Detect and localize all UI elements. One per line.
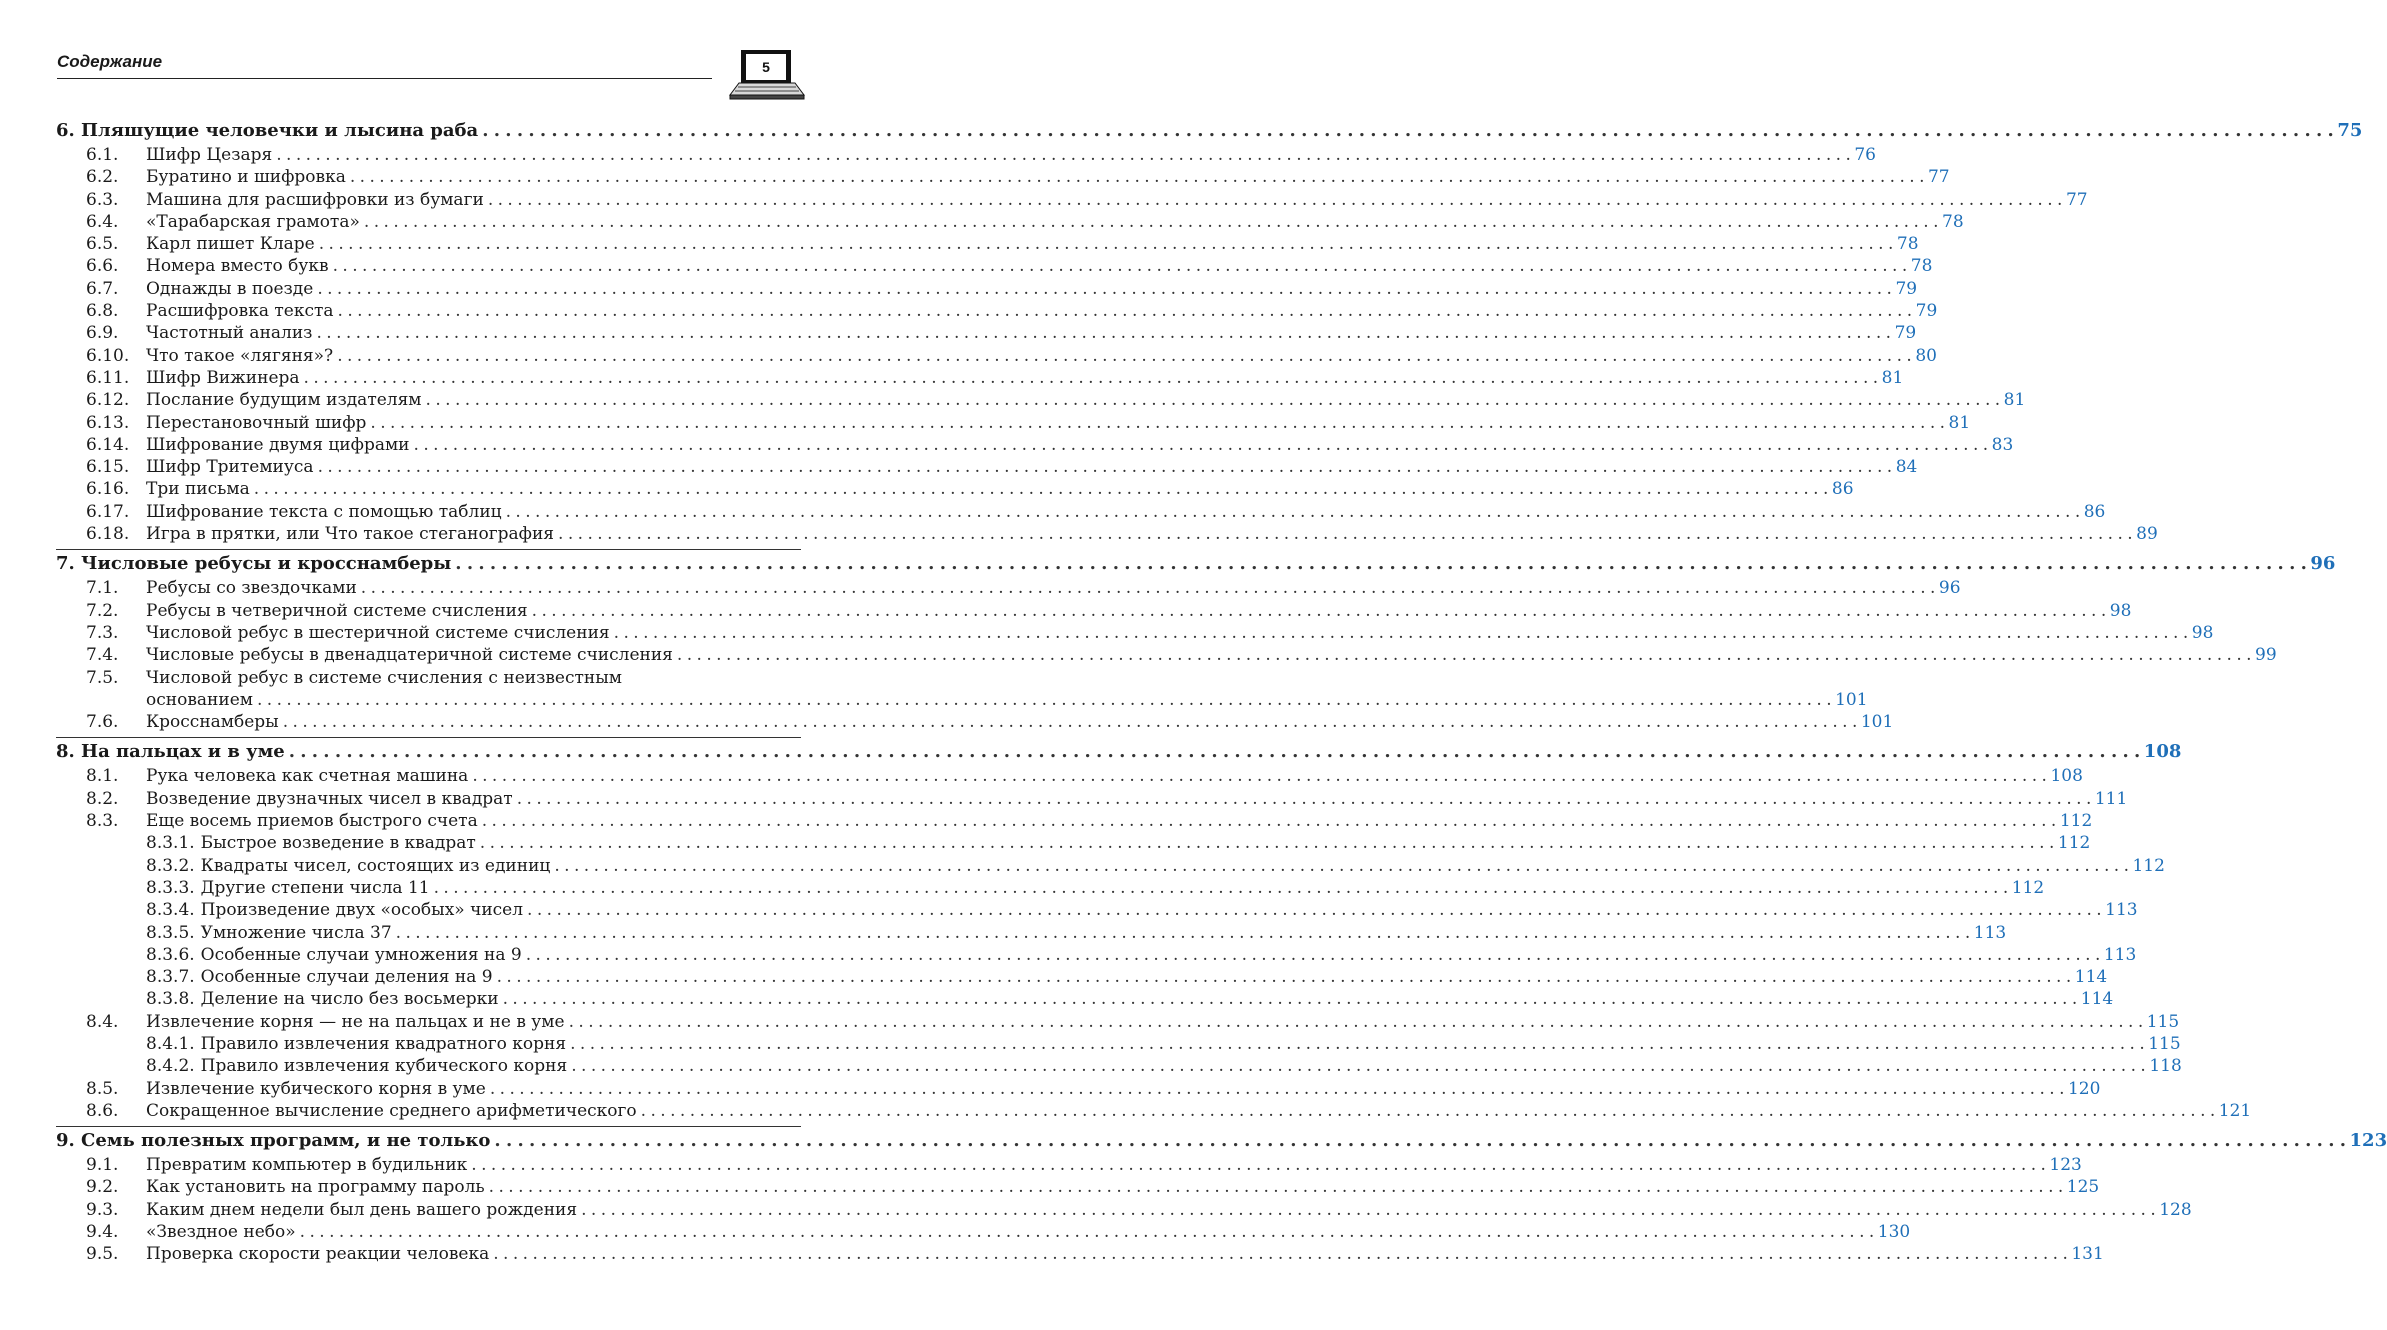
- section-number: 6.16.: [86, 479, 130, 500]
- dot-leader: [494, 1127, 2345, 1154]
- section-title: Особенные случаи умножения на 9: [200, 944, 522, 965]
- dot-leader: [532, 600, 2106, 622]
- toc-section[interactable]: [56, 788, 2128, 810]
- section-title: Шифр Тритемиуса: [146, 457, 314, 478]
- toc-section[interactable]: [56, 501, 2106, 523]
- toc-subsection[interactable]: [56, 922, 2007, 944]
- section-page[interactable]: 81: [2003, 390, 2026, 411]
- laptop-keyboard-icon: [730, 83, 804, 100]
- section-title: Шифрование текста с помощью таблиц: [146, 501, 502, 522]
- dot-leader: [571, 1055, 2145, 1077]
- toc-section[interactable]: [56, 233, 1919, 255]
- section-number: 6.18.: [86, 524, 130, 545]
- dot-leader: [517, 788, 2091, 810]
- dot-leader: [316, 322, 1890, 344]
- toc-section[interactable]: [56, 144, 1876, 166]
- dot-leader: [482, 810, 2056, 832]
- section-title: Что такое «лягяня»?: [146, 345, 334, 366]
- dot-leader: [503, 988, 2077, 1010]
- section-number: 8.6.: [86, 1100, 119, 1121]
- toc-section[interactable]: [56, 478, 1854, 500]
- section-number: 6.11.: [86, 367, 130, 388]
- section-number: 8.1.: [86, 766, 119, 787]
- toc-subsection[interactable]: [56, 877, 2045, 899]
- dot-leader: [488, 189, 2062, 211]
- section-page[interactable]: 86: [2083, 501, 2106, 522]
- section-page[interactable]: 78: [1942, 211, 1964, 232]
- section-title: Проверка скорости реакции человека: [146, 1244, 490, 1265]
- dot-leader: [254, 478, 1828, 500]
- section-number: 7.1.: [86, 578, 119, 599]
- chapter-page[interactable]: 108: [2143, 741, 2182, 763]
- section-page[interactable]: 79: [1894, 323, 1917, 344]
- section-page[interactable]: 79: [1895, 278, 1918, 299]
- toc-section[interactable]: [56, 1100, 2252, 1122]
- section-title: Извлечение корня — не на пальцах и не в уме: [146, 1011, 565, 1032]
- section-number: 6.5.: [86, 234, 119, 255]
- section-page[interactable]: 113: [2103, 944, 2137, 965]
- dot-leader: [333, 255, 1907, 277]
- section-page[interactable]: 112: [2059, 811, 2093, 832]
- section-number: 7.6.: [86, 712, 119, 733]
- section-page[interactable]: 121: [2218, 1100, 2252, 1121]
- dot-leader: [300, 1221, 1874, 1243]
- section-number: 8.4.2.: [146, 1056, 195, 1077]
- section-page[interactable]: 128: [2159, 1199, 2192, 1220]
- dot-leader: [493, 1243, 2067, 1265]
- toc-subsection[interactable]: [56, 832, 2091, 854]
- toc-subsection[interactable]: [56, 1033, 2181, 1055]
- toc-section[interactable]: [56, 166, 1950, 188]
- section-number: 9.2.: [86, 1177, 119, 1198]
- dot-leader: [506, 501, 2080, 523]
- dot-leader: [257, 689, 1831, 711]
- section-number: 8.3.8.: [146, 989, 195, 1010]
- section-title: Ребусы в четверичной системе счисления: [146, 600, 528, 621]
- dot-leader: [361, 577, 1935, 599]
- section-title: Произведение двух «особых» чисел: [200, 900, 524, 921]
- section-title: Расшифровка текста: [146, 301, 334, 322]
- section-number: 6.14.: [86, 434, 130, 455]
- toc-section[interactable]: [56, 211, 1964, 233]
- section-page[interactable]: 112: [2132, 855, 2165, 876]
- dot-leader: [490, 1078, 2064, 1100]
- dot-leader: [497, 966, 2071, 988]
- toc-section[interactable]: [56, 765, 2083, 787]
- section-number: 6.1.: [86, 145, 119, 165]
- section-number: 6.12.: [86, 390, 130, 411]
- dot-leader: [338, 300, 1912, 322]
- section-title: Квадраты чисел, состоящих из единиц: [200, 855, 551, 876]
- section-page[interactable]: 130: [1877, 1222, 1911, 1243]
- section-number: 6.4.: [86, 211, 119, 232]
- section-number: 7.4.: [86, 645, 119, 666]
- section-title: Номера вместо букв: [146, 256, 329, 277]
- section-title: Шифр Цезаря: [146, 145, 273, 165]
- dot-leader: [318, 456, 1892, 478]
- dot-leader: [414, 434, 1988, 456]
- section-page[interactable]: 123: [2049, 1155, 2082, 1176]
- section-number: 8.3.: [86, 811, 119, 832]
- toc-chapter[interactable]: [56, 549, 2336, 577]
- section-page[interactable]: 83: [1991, 434, 2014, 455]
- section-page[interactable]: 101: [1835, 689, 1868, 710]
- toc-subsection[interactable]: [56, 944, 2137, 966]
- toc-subsection[interactable]: [56, 966, 2108, 988]
- toc-section[interactable]: [56, 810, 2093, 832]
- section-title: Другие степени числа 11: [200, 877, 430, 898]
- toc-section[interactable]: [56, 600, 2132, 622]
- dot-leader: [558, 523, 2132, 545]
- dot-leader: [434, 877, 2008, 899]
- dot-leader: [614, 622, 2188, 644]
- toc-section[interactable]: [56, 255, 1933, 277]
- dot-leader: [370, 412, 1944, 434]
- section-title: Игра в прятки, или Что такое стеганография: [146, 524, 555, 545]
- section-number: 6.3.: [86, 189, 119, 210]
- section-title: Числовой ребус в системе счисления с неизвестным: [146, 667, 622, 688]
- section-page[interactable]: 114: [2080, 989, 2114, 1010]
- section-title: Ребусы со звездочками: [146, 578, 357, 599]
- section-number: 6.6.: [86, 256, 119, 277]
- section-page[interactable]: 120: [2067, 1078, 2101, 1099]
- section-page[interactable]: 81: [1948, 412, 1971, 433]
- section-page[interactable]: 78: [1910, 256, 1933, 277]
- section-page[interactable]: 113: [1973, 922, 2007, 943]
- dot-leader: [276, 144, 1850, 166]
- toc-section[interactable]: [56, 1199, 2192, 1221]
- dot-leader: [480, 832, 2054, 854]
- toc-section[interactable]: [56, 434, 2014, 456]
- section-title: Еще восемь приемов быстрого счета: [146, 811, 478, 832]
- section-title: Как установить на программу пароль: [146, 1177, 485, 1198]
- toc-section[interactable]: [56, 367, 1904, 389]
- section-title: Сокращенное вычисление среднего арифметического: [146, 1100, 637, 1121]
- section-title: Однажды в поезде: [146, 278, 314, 299]
- dot-leader: [319, 233, 1893, 255]
- section-title: Послание будущим издателям: [146, 390, 422, 411]
- section-title: Правило извлечения квадратного корня: [200, 1033, 567, 1054]
- section-title: Кросснамберы: [146, 712, 279, 733]
- laptop-icon: [730, 50, 804, 100]
- toc-section[interactable]: [56, 1011, 2180, 1033]
- section-page[interactable]: 115: [2146, 1011, 2180, 1032]
- section-title: Извлечение кубического корня в уме: [146, 1078, 486, 1099]
- chapter-title: 7. Числовые ребусы и кросснамберы: [56, 553, 452, 575]
- toc-chapter[interactable]: [56, 117, 2363, 144]
- toc-chapter[interactable]: [56, 1126, 2387, 1154]
- section-title: Умножение числа 37: [200, 922, 392, 943]
- dot-leader: [472, 765, 2046, 787]
- section-page[interactable]: 96: [1938, 578, 1961, 599]
- section-page[interactable]: 98: [2109, 600, 2132, 621]
- section-number: 8.3.3.: [146, 877, 195, 898]
- dot-leader: [455, 550, 2306, 577]
- section-page[interactable]: 125: [2066, 1177, 2100, 1198]
- section-number: 6.17.: [86, 501, 130, 522]
- section-title: Правило извлечения кубического корня: [200, 1056, 568, 1077]
- toc-section[interactable]: [56, 345, 1937, 367]
- section-number: 6.8.: [86, 301, 119, 322]
- laptop-screen: [741, 50, 791, 83]
- toc-section[interactable]: [56, 1154, 2082, 1176]
- section-number: 8.3.5.: [146, 922, 195, 943]
- section-number: 6.15.: [86, 457, 130, 478]
- toc-section[interactable]: [56, 189, 2088, 211]
- section-number: 8.4.1.: [146, 1033, 195, 1054]
- section-number: 7.3.: [86, 622, 119, 643]
- chapter-title: 9. Семь полезных программ, и не только: [56, 1130, 491, 1152]
- section-number: 6.7.: [86, 278, 119, 299]
- section-page[interactable]: 78: [1896, 234, 1919, 255]
- section-number: 7.5.: [86, 667, 119, 688]
- chapter-title: 6. Пляшущие человечки и лысина раба: [56, 120, 479, 141]
- table-of-contents: [56, 117, 2387, 1266]
- section-number: 8.3.4.: [146, 900, 195, 921]
- chapter-title: 8. На пальцах и в уме: [56, 741, 285, 763]
- dot-leader: [471, 1154, 2045, 1176]
- section-number: 6.9.: [86, 323, 119, 344]
- section-page[interactable]: 77: [2065, 189, 2088, 210]
- section-title: Карл пишет Кларе: [146, 234, 315, 255]
- dot-leader: [304, 367, 1878, 389]
- section-page[interactable]: 99: [2255, 645, 2277, 666]
- section-number: 8.3.6.: [146, 944, 195, 965]
- dot-leader: [554, 855, 2128, 877]
- dot-leader: [569, 1011, 2143, 1033]
- section-page[interactable]: 115: [2148, 1033, 2181, 1054]
- dot-leader: [527, 899, 2101, 921]
- toc-section[interactable]: [56, 1078, 2101, 1100]
- toc-section[interactable]: [56, 456, 1918, 478]
- section-number: 6.2.: [86, 167, 119, 188]
- toc-subsection[interactable]: [56, 899, 2138, 921]
- toc-section[interactable]: [56, 300, 1938, 322]
- page-number: 5: [746, 54, 786, 80]
- dot-leader: [337, 345, 1911, 367]
- dot-leader: [581, 1199, 2155, 1221]
- chapter-page[interactable]: 123: [2349, 1130, 2387, 1152]
- toc-section[interactable]: [56, 644, 2277, 666]
- section-page[interactable]: 101: [1860, 712, 1894, 733]
- toc-section[interactable]: [56, 412, 1971, 434]
- toc-section[interactable]: [56, 711, 1894, 733]
- running-header-title: Содержание: [57, 52, 163, 71]
- section-number: 6.13.: [86, 412, 130, 433]
- section-page[interactable]: 131: [2071, 1244, 2104, 1265]
- section-title: Буратино и шифровка: [146, 167, 346, 188]
- section-number: 7.2.: [86, 600, 119, 621]
- toc-section[interactable]: [56, 1176, 2100, 1198]
- section-title: Числовые ребусы в двенадцатеричной системе счисления: [146, 645, 673, 666]
- dot-leader: [396, 922, 1970, 944]
- section-number: 9.4.: [86, 1222, 119, 1243]
- toc-chapter[interactable]: [56, 737, 2182, 765]
- section-page[interactable]: 80: [1915, 345, 1937, 366]
- section-page[interactable]: 89: [2136, 524, 2158, 545]
- section-title: Быстрое возведение в квадрат: [200, 833, 476, 854]
- dot-leader: [570, 1033, 2144, 1055]
- toc-section[interactable]: [56, 622, 2214, 644]
- section-title: Шифр Вижинера: [146, 367, 300, 388]
- section-number: 8.4.: [86, 1011, 119, 1032]
- section-number: 8.2.: [86, 788, 119, 809]
- section-page[interactable]: 108: [2050, 766, 2083, 787]
- dot-leader: [526, 944, 2100, 966]
- section-page[interactable]: 112: [2011, 877, 2045, 898]
- section-page[interactable]: 77: [1927, 167, 1950, 188]
- dot-leader: [677, 644, 2251, 666]
- section-number: 8.3.2.: [146, 855, 195, 876]
- section-title: «Тарабарская грамота»: [146, 211, 360, 232]
- section-number: 6.10.: [86, 345, 130, 366]
- section-title: Машина для расшифровки из бумаги: [146, 189, 484, 210]
- dot-leader: [489, 1176, 2063, 1198]
- toc-section[interactable]: [56, 667, 801, 689]
- toc-section[interactable]: [56, 523, 2158, 545]
- dot-leader: [289, 738, 2140, 765]
- toc-section[interactable]: [56, 1243, 2104, 1265]
- toc-section[interactable]: [56, 1221, 1911, 1243]
- section-number: 8.3.7.: [146, 967, 195, 988]
- section-number: 9.3.: [86, 1199, 119, 1220]
- section-page[interactable]: 113: [2105, 900, 2138, 921]
- chapter-page[interactable]: 75: [2337, 120, 2363, 141]
- section-title-continuation: основанием: [146, 689, 253, 710]
- section-title: Три письма: [146, 479, 250, 500]
- dot-leader: [283, 711, 1857, 733]
- section-page[interactable]: 86: [1831, 479, 1854, 500]
- section-title: Превратим компьютер в будильник: [146, 1155, 468, 1176]
- dot-leader: [317, 278, 1891, 300]
- section-number: 8.5.: [86, 1078, 119, 1099]
- section-number: 8.3.1.: [146, 833, 195, 854]
- section-title: Шифрование двумя цифрами: [146, 434, 410, 455]
- dot-leader: [641, 1100, 2215, 1122]
- section-page[interactable]: 111: [2094, 788, 2128, 809]
- toc-section[interactable]: [56, 577, 1961, 599]
- header-rule: [57, 78, 712, 79]
- section-title: Числовой ребус в шестеричной системе счисления: [146, 622, 610, 643]
- section-page[interactable]: 118: [2149, 1056, 2182, 1077]
- section-number: 9.5.: [86, 1244, 119, 1265]
- section-title: Возведение двузначных чисел в квадрат: [146, 788, 513, 809]
- section-page[interactable]: 76: [1854, 145, 1876, 165]
- dot-leader: [350, 166, 1924, 188]
- dot-leader: [482, 117, 2333, 144]
- section-title: Каким днем недели был день вашего рождения: [146, 1199, 578, 1220]
- chapter-page[interactable]: 96: [2310, 553, 2336, 575]
- section-page[interactable]: 79: [1915, 301, 1938, 322]
- section-title: Деление на число без восьмерки: [200, 989, 499, 1010]
- section-title: Перестановочный шифр: [146, 412, 367, 433]
- section-page[interactable]: 84: [1895, 457, 1918, 478]
- toc-subsection[interactable]: [56, 1055, 2182, 1077]
- toc-section-continuation[interactable]: [56, 689, 1868, 711]
- toc-subsection[interactable]: [56, 855, 2165, 877]
- toc-section[interactable]: [56, 278, 1918, 300]
- section-page[interactable]: 112: [2057, 833, 2091, 854]
- dot-leader: [364, 211, 1938, 233]
- section-title: Особенные случаи деления на 9: [200, 967, 493, 988]
- toc-section[interactable]: [56, 389, 2026, 411]
- toc-subsection[interactable]: [56, 988, 2114, 1010]
- section-page[interactable]: 114: [2074, 967, 2108, 988]
- section-title: «Звездное небо»: [146, 1222, 296, 1243]
- section-page[interactable]: 81: [1881, 367, 1904, 388]
- section-title: Рука человека как счетная машина: [146, 766, 469, 787]
- toc-section[interactable]: [56, 322, 1917, 344]
- section-page[interactable]: 98: [2191, 622, 2214, 643]
- section-number: 9.1.: [86, 1155, 119, 1176]
- section-title: Частотный анализ: [146, 323, 313, 344]
- dot-leader: [426, 389, 2000, 411]
